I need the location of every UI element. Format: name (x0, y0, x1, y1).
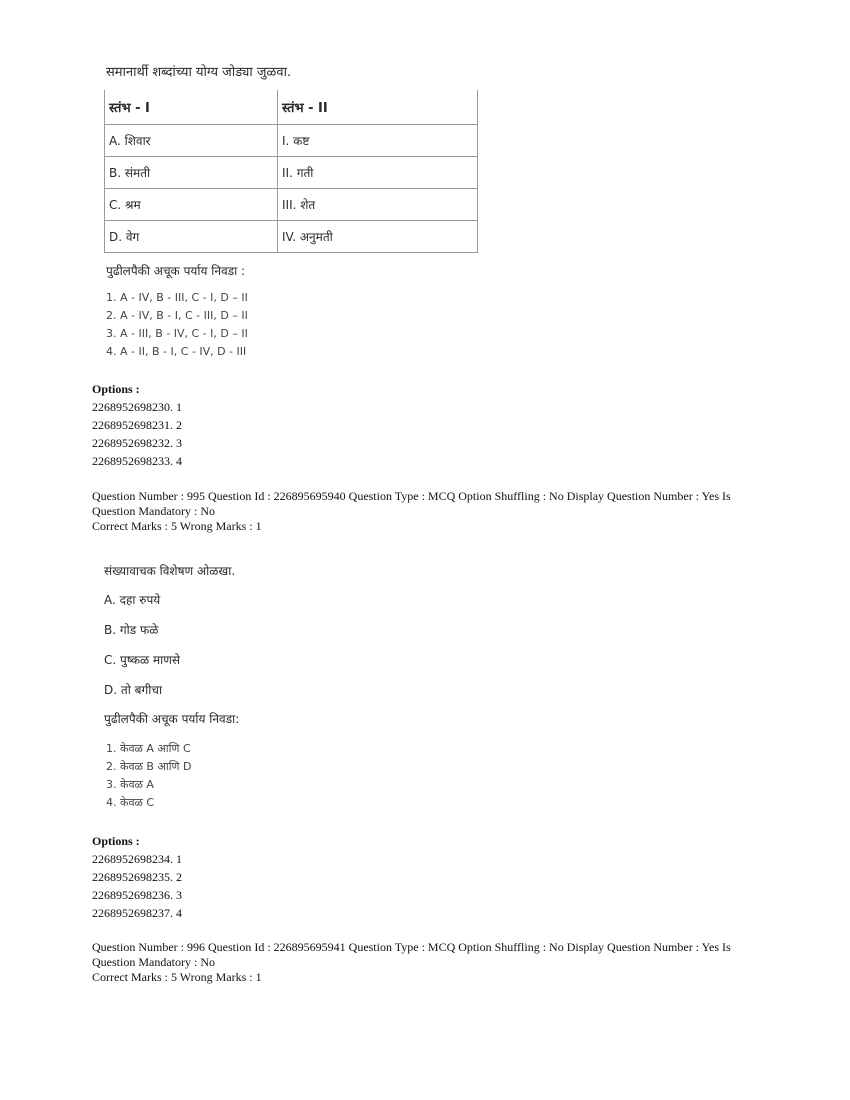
q995-choice-list (106, 740, 191, 812)
list-item: 4. केवळ C (106, 796, 155, 809)
question-header-line: Question Number : 996 Question Id : 226895695941 Question Type : MCQ Option Shuffling : No Display Question Number : Yes Is (92, 940, 731, 954)
column-header-2: स्तंभ - II (278, 90, 478, 125)
question-header-line: Question Mandatory : No (92, 504, 215, 518)
options-label: Options : (92, 382, 140, 396)
q994-title: समानार्थी शब्दांच्या योग्य जोड्या जुळवा. (106, 65, 292, 80)
list-item: 3. A - III, B - IV, C - I, D – II (106, 327, 248, 340)
table-header-row (105, 90, 478, 125)
q995-instruction: पुढीलपैकी अचूक पर्याय निवडा: (104, 712, 240, 726)
option-id: 2268952698231. 2 (92, 418, 182, 432)
q996-header (92, 940, 772, 985)
table-cell: C. श्रम (105, 189, 278, 221)
column-header-1: स्तंभ - I (105, 90, 278, 125)
list-item: B. गोड फळे (104, 623, 159, 637)
table-cell: IV. अनुमती (278, 221, 478, 253)
table-row (105, 189, 478, 221)
q995-title: संख्यावाचक विशेषण ओळखा. (104, 564, 236, 578)
options-label: Options : (92, 834, 140, 848)
option-id: 2268952698237. 4 (92, 906, 182, 920)
q995-item-list (104, 590, 180, 710)
list-item: A. दहा रुपये (104, 593, 161, 607)
list-item: 3. केवळ A (106, 778, 154, 791)
option-id: 2268952698235. 2 (92, 870, 182, 884)
table-row (105, 221, 478, 253)
table-cell: A. शिवार (105, 125, 278, 157)
question-marks: Correct Marks : 5 Wrong Marks : 1 (92, 519, 262, 533)
question-header-line: Question Mandatory : No (92, 955, 215, 969)
question-marks: Correct Marks : 5 Wrong Marks : 1 (92, 970, 262, 984)
table-row (105, 157, 478, 189)
list-item: 1. केवळ A आणि C (106, 742, 191, 755)
q995-header (92, 489, 772, 534)
q995-options (92, 832, 182, 922)
table-cell: B. संमती (105, 157, 278, 189)
option-id: 2268952698232. 3 (92, 436, 182, 450)
list-item: 2. A - IV, B - I, C - III, D – II (106, 309, 248, 322)
q994-instruction: पुढीलपैकी अचूक पर्याय निवडा : (106, 264, 246, 278)
option-id: 2268952698230. 1 (92, 400, 182, 414)
q994-choice-list (106, 289, 248, 361)
option-id: 2268952698233. 4 (92, 454, 182, 468)
list-item: 1. A - IV, B - III, C - I, D – II (106, 291, 248, 304)
q994-options (92, 380, 182, 470)
table-row (105, 125, 478, 157)
table-cell: II. गती (278, 157, 478, 189)
q994-match-table (104, 90, 478, 253)
table-cell: D. वेग (105, 221, 278, 253)
list-item: 2. केवळ B आणि D (106, 760, 192, 773)
table-cell: III. शेत (278, 189, 478, 221)
question-header-line: Question Number : 995 Question Id : 226895695940 Question Type : MCQ Option Shuffling : No Display Question Number : Yes Is (92, 489, 731, 503)
list-item: C. पुष्कळ माणसे (104, 653, 181, 667)
option-id: 2268952698236. 3 (92, 888, 182, 902)
option-id: 2268952698234. 1 (92, 852, 182, 866)
table-cell: I. कष्ट (278, 125, 478, 157)
list-item: 4. A - II, B - I, C - IV, D - III (106, 345, 247, 358)
list-item: D. तो बगीचा (104, 683, 163, 697)
